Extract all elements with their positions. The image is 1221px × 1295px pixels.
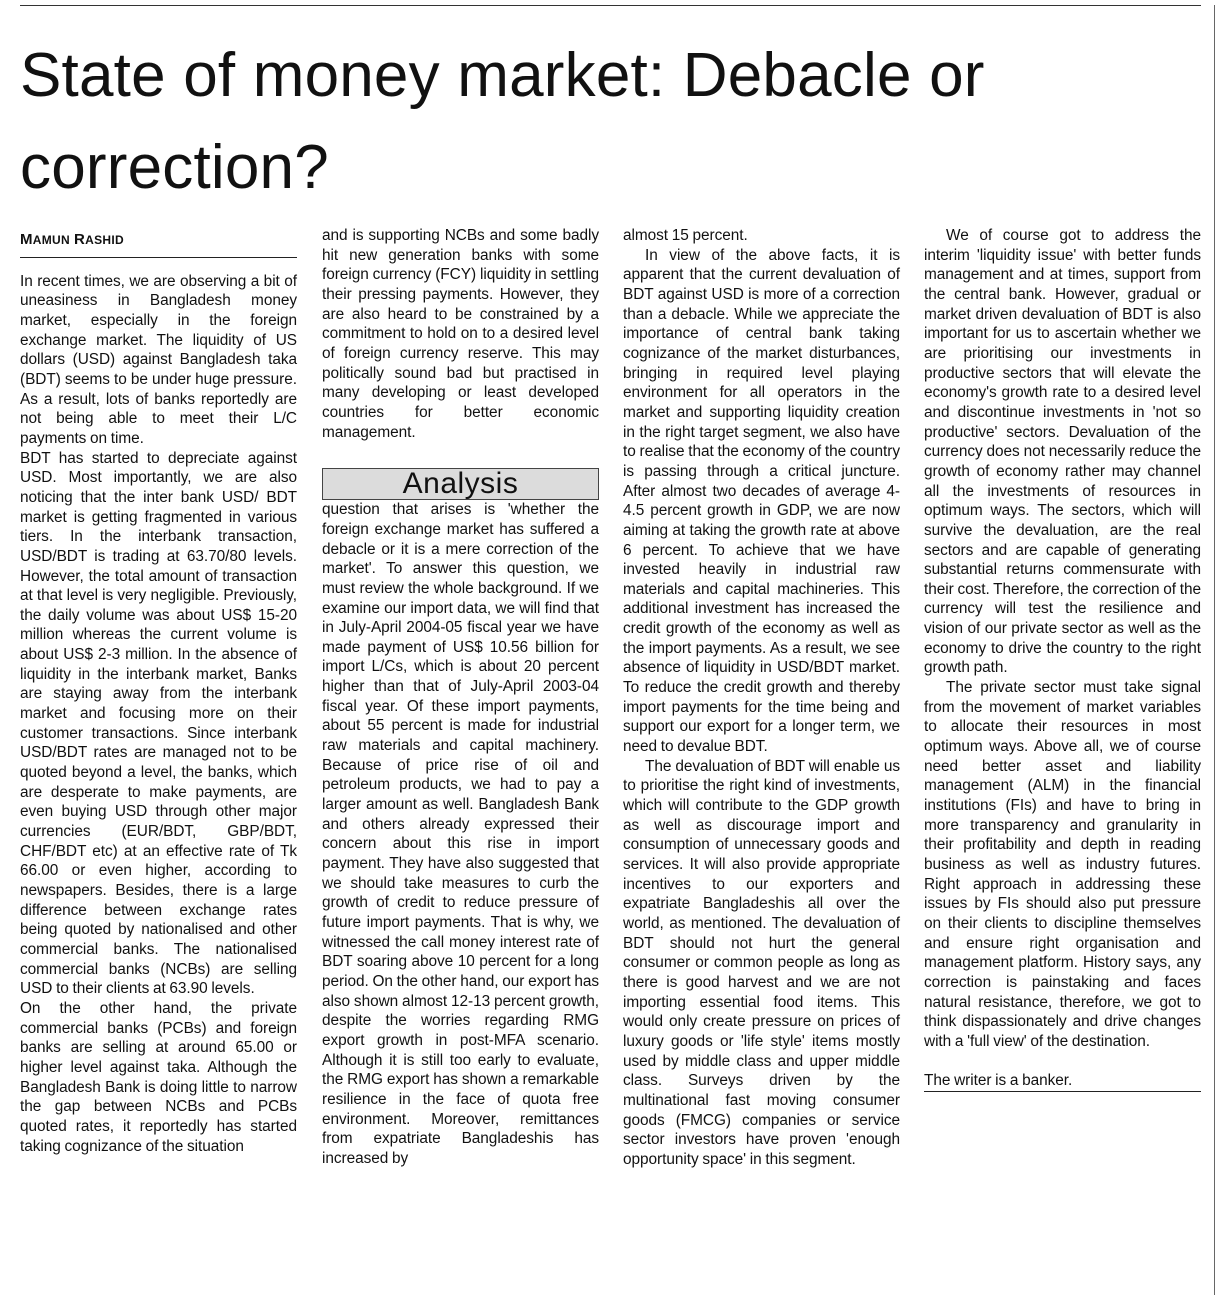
paragraph: We of course got to address the interim 'liquidity issue' with better funds management and at times, support from the central bank. However, gradual or market driven devaluation of BDT is also important for us to ascertain whether we are prioritising our investments in productive sectors that will elevate the economy's growth rate to a desired level and discontinue investments in 'not so productive' sectors. Devaluation of the currency does not necessarily reduce the growth of economy rather may channel all the investments of resources in optimum ways. The sectors, which will survive the devaluation, are the real sectors and are capable of generating substantial returns commensurate with their cost. Therefore, the correction of the currency will test the resilience and vision of our private sector as well as the economy to drive the country to the right growth path.: [924, 227, 1201, 677]
paragraph: The private sector must take signal from the movement of market variables to allocate their resources in most optimum ways. Above all, we of course need better asset and liability management (ALM) in the financial institutions (FIs) and have to bring in more transparency and granularity in their profitability and depth in reading business as well as industry futures. Right approach in addressing these issues by FIs should also put pressure on their clients to discipline themselves and ensure right organisation and management platform. History says, any correction is painstaking and faces natural resistance, therefore, we got to think dispassionately and drive changes with a 'full view' of the destination.: [924, 679, 1201, 1050]
paragraph: and is supporting NCBs and some badly hit new generation banks with some foreign currency (FCY) liquidity in settling their pressing payments. However, they are also heard to be constrained by a commitment to hold on to a desired level of foreign currency reserve. This may politically sound bad but practised in many developing or least developed countries for better economic management.: [322, 227, 599, 441]
byline: MAMUN RASHID: [20, 230, 297, 258]
writer-note: The writer is a banker.: [924, 1071, 1201, 1093]
paragraph: almost 15 percent.: [623, 227, 748, 244]
analysis-section-label: Analysis: [322, 468, 599, 500]
headline: State of money market: Debacle or correction?: [20, 41, 985, 202]
article-column-1: [20, 230, 297, 1156]
paragraph: In view of the above facts, it is apparent that the current devaluation of BDT against USD is more of a correction than a debacle. While we appreciate the importance of central bank taking cognizance of the market disturbances, bringing in required level playing environment for all operators in the market and supporting liquidity creation in the right target segment, we also have to realise that the economy of the country is passing through a critical juncture. After almost two decades of average 4-4.5 percent growth in GDP, we are now aiming at taking the growth rate at above 6 percent. To achieve that we have invested heavily in industrial raw materials and capital machineries. This additional investment has increased the credit growth of the economy as well as the import payments. As a result, we see absence of liquidity in USD/BDT market. To reduce the credit growth and thereby import payments for the time being and support our export for a longer term, we need to devalue BDT.: [623, 246, 900, 756]
paragraph: question that arises is 'whether the foreign exchange market has suffered a debacle or it is a mere correction of the market'. To answer this question, we must review the whole background. If we examine our import data, we will find that in July-April 2004-05 fiscal year we have made payment of US$ 10.56 billion for import L/Cs, which is about 20 percent higher than that of July-April 2003-04 fiscal year. Of these import payments, about 55 percent is made for industrial raw materials and capital machinery. Because of price rise of oil and petroleum products, we had to pay a larger amount as well. Bangladesh Bank and others already expressed their concern about this rise in import payment. They have also suggested that we should take measures to curb the growth of credit to reduce pressure of future import payments. That is why, we witnessed the call money interest rate of BDT soaring above 10 percent for a long period. On the other hand, our export has also shown almost 12-13 percent growth, despite the worries regarding RMG export growth in post-MFA scenario. Although it is still too early to evaluate, the RMG export has shown a remarkable resilience in the face of quota free environment. Moreover, remittances from expatriate Bangladeshis has increased by: [322, 501, 599, 1167]
article-column-2: [322, 226, 599, 1169]
paragraph: BDT has started to depreciate against USD. Most importantly, we are also noticing that the inter bank USD/ BDT market is getting fragmented in various tiers. In the interbank transaction, USD/BDT is trading at 63.70/80 levels. However, the total amount of transaction at that level is very negligible. Previously, the daily volume was about US$ 15-20 million whereas the current volume is about US$ 2-3 million. In the absence of liquidity in the interbank market, Banks are staying away from the interbank market and focusing more on their customer transactions. Since interbank USD/BDT rates are managed not to be quoted beyond a level, the banks, which are desperate to make payments, are even buying USD through other major currencies (EUR/BDT, GBP/BDT, CHF/BDT etc) at an effective rate of Tk 66.00 or even higher, according to newspapers. Besides, there is a large difference between exchange rates being quoted by nationalised and other commercial banks. The nationalised commercial banks (NCBs) are selling USD to their clients at 63.90 levels.: [20, 449, 297, 998]
paragraph: In recent times, we are observing a bit of uneasiness in Bangladesh money market, especially in the foreign exchange market. The liquidity of US dollars (USD) against Bangladesh taka (BDT) seems to be under huge pressure. As a result, lots of banks reportedly are not being able to meet their L/C payments on time.: [20, 272, 297, 447]
paragraph: On the other hand, the private commercial banks (PCBs) and foreign banks are selling at around 65.00 or higher level against taka. Although the Bangladesh Bank is doing little to narrow the gap between NCBs and PCBs quoted rates, it reportedly has started taking cognizance of the situation: [20, 999, 297, 1155]
article-column-4: [924, 226, 1201, 1092]
article-column-3: [623, 226, 900, 1170]
top-rule: [20, 5, 1201, 6]
paragraph: The devaluation of BDT will enable us to prioritise the right kind of investments, which will contribute to the GDP growth as well as discourage import and consumption of unnecessary goods and services. It will also provide appropriate incentives to our exporters and expatriate Bangladeshis all over the world, as mentioned. The devaluation of BDT should not hurt the general consumer or common people as long as there is good harvest and we are not importing essential food items. This would only create pressure on prices of luxury goods or 'life style' items mostly used by middle class and upper middle class. Surveys driven by the multinational fast moving consumer goods (FMCG) companies or service sector investors have proven 'enough opportunity space' in this segment.: [623, 757, 900, 1168]
right-rule: [1214, 5, 1215, 1295]
